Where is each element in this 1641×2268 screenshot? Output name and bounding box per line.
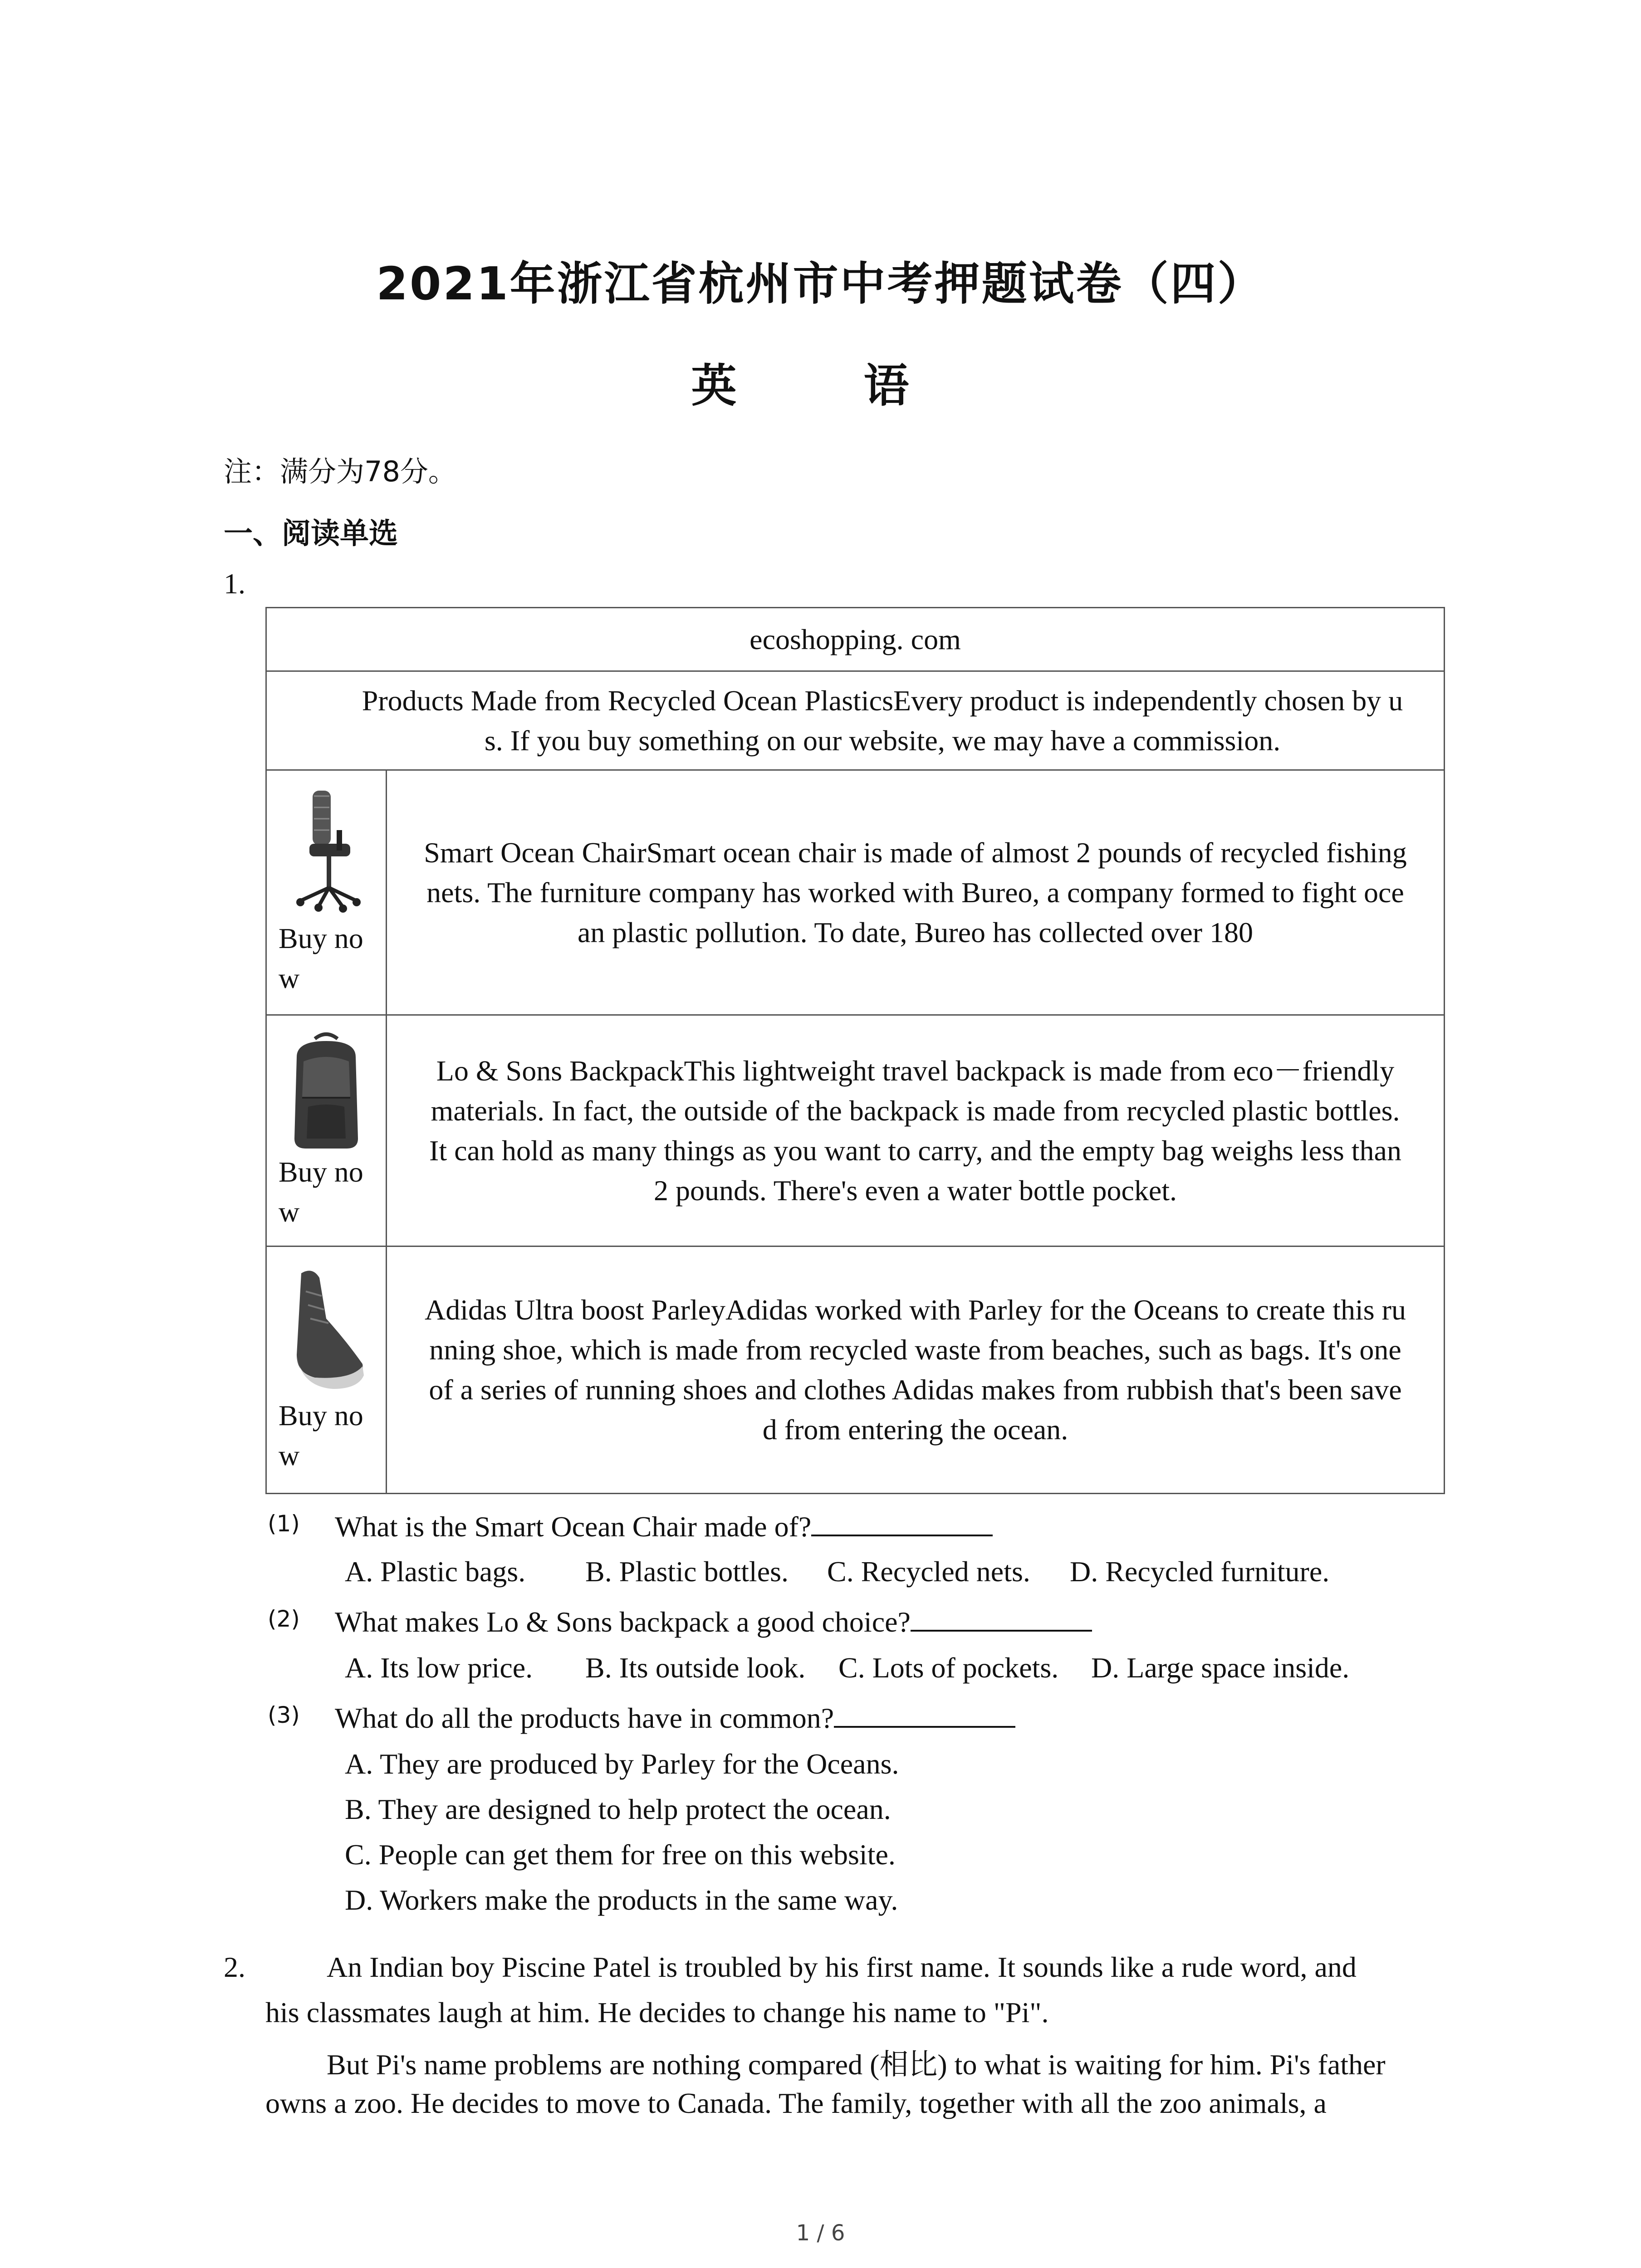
product-image-cell — [266, 1246, 387, 1494]
option-b[interactable]: B. Plastic bottles. — [585, 1555, 789, 1588]
product-image-cell — [266, 1015, 387, 1246]
option-a[interactable]: A. Plastic bags. — [345, 1555, 526, 1588]
section-heading: 一、阅读单选 — [224, 517, 398, 551]
page-number: 1 / 6 — [796, 2220, 845, 2246]
passage-line: his classmates laugh at him. He decides to change his name to "Pi". — [265, 1996, 1049, 2028]
option-a[interactable]: A. They are produced by Parley for the Oceans. — [345, 1748, 899, 1780]
subquestion-number: (3) — [268, 1702, 300, 1728]
product-row-chair — [266, 770, 1445, 1015]
answer-blank[interactable] — [911, 1603, 1092, 1632]
site-intro-line: s. If you buy something on our website, we may have a commission. — [484, 724, 1281, 757]
product-description: Smart Ocean ChairSmart ocean chair is made of almost 2 pounds of recycled fishing nets. The furniture company has worked with Bureo, a company formed to fight oce an plastic pollution. To date, Bureo has collected over 180 — [387, 770, 1445, 1015]
subquestion-text: What do all the products have in common? — [335, 1700, 1015, 1735]
option-c[interactable]: C. Recycled nets. — [827, 1555, 1030, 1588]
subquestion-text: What is the Smart Ocean Chair made of? — [335, 1508, 993, 1544]
answer-blank[interactable] — [834, 1700, 1015, 1728]
passage-line: But Pi's name problems are nothing compared (相比) to what is waiting for him. Pi's father — [327, 2048, 1386, 2081]
backpack-icon — [283, 1030, 369, 1152]
site-intro — [266, 671, 1445, 770]
buy-now-link[interactable]: Buy no w — [279, 1155, 363, 1228]
option-a[interactable]: A. Its low price. — [345, 1652, 533, 1684]
buy-now-link[interactable]: Buy no w — [279, 922, 363, 994]
office-chair-icon — [288, 787, 365, 919]
option-c[interactable]: C. Lots of pockets. — [838, 1652, 1059, 1684]
subquestion-text: What makes Lo & Sons backpack a good choice? — [335, 1603, 1092, 1639]
subquestion-number: (2) — [268, 1606, 300, 1632]
buy-now-link[interactable]: Buy no w — [279, 1399, 363, 1471]
running-shoe-icon — [283, 1264, 369, 1396]
site-name: ecoshopping. com — [266, 608, 1445, 671]
option-c[interactable]: C. People can get them for free on this website. — [345, 1838, 896, 1871]
question-2-number: 2. — [224, 1951, 245, 1983]
product-row-shoe — [266, 1246, 1445, 1494]
passage-line: owns a zoo. He decides to move to Canada. The family, together with all the zoo animals, a — [265, 2087, 1327, 2119]
answer-blank[interactable] — [811, 1508, 993, 1536]
product-ad-table — [265, 607, 1445, 1494]
exam-subject: 英 语 — [691, 359, 950, 412]
option-d[interactable]: D. Large space inside. — [1091, 1652, 1350, 1684]
option-b[interactable]: B. They are designed to help protect the ocean. — [345, 1793, 891, 1825]
score-note: 注：满分为78分。 — [224, 455, 456, 488]
subquestion-number: (1) — [268, 1510, 300, 1537]
product-row-backpack — [266, 1015, 1445, 1246]
option-d[interactable]: D. Recycled furniture. — [1070, 1555, 1330, 1588]
option-d[interactable]: D. Workers make the products in the same way. — [345, 1884, 898, 1916]
product-image-cell — [266, 770, 387, 1015]
question-1-number: 1. — [224, 567, 245, 600]
exam-title: 2021年浙江省杭州市中考押题试卷（四） — [376, 257, 1265, 310]
site-intro-line: Products Made from Recycled Ocean PlasticsEvery product is independently chosen by u — [362, 684, 1403, 717]
passage-line: An Indian boy Piscine Patel is troubled by his first name. It sounds like a rude word, and — [327, 1951, 1357, 1983]
option-b[interactable]: B. Its outside look. — [585, 1652, 806, 1684]
product-description: Adidas Ultra boost ParleyAdidas worked with Parley for the Oceans to create this ru nning shoe, which is made from recycled waste from beaches, such as bags. It's one of a series of running shoes and clothes Adidas makes from rubbish that's been save d from entering the ocean. — [387, 1246, 1445, 1494]
product-description: Lo & Sons BackpackThis lightweight travel backpack is made from eco－friendly materials. In fact, the outside of the backpack is made from recycled plastic bottles. It can hold as many things as you want to carry, and the empty bag weighs less than 2 pounds. There's even a water bottle pocket. — [387, 1015, 1445, 1246]
